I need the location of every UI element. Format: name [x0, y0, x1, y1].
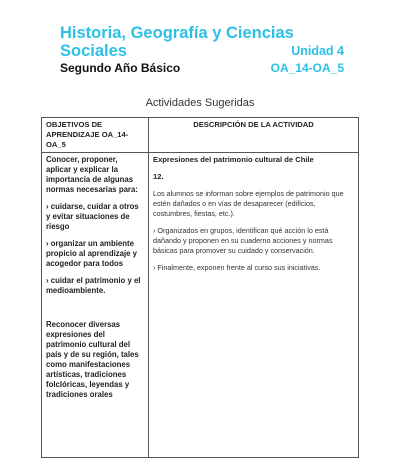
activities-table [41, 117, 359, 458]
table-row [42, 153, 359, 458]
activity-title: Expresiones del patrimonio cultural de Chile [153, 155, 314, 164]
unit-label: Unidad 4 [291, 44, 344, 58]
table-header-row [42, 118, 359, 153]
objective-item: Reconocer diversas expresiones del patrimonio cultural del país y de su región, tales como manifestaciones artísticas, tradiciones folclóricas, leyendas y tradiciones orales [46, 320, 139, 399]
objective-item: › cuidarse, cuidar a otros y evitar situaciones de riesgo [46, 202, 139, 231]
objective-intro: Conocer, proponer, aplicar y explicar la importancia de algunas normas necesarias para: [46, 155, 138, 194]
objective-item: › organizar un ambiente propicio al aprendizaje y acogedor para todos [46, 239, 137, 268]
grade-label: Segundo Año Básico [60, 61, 181, 75]
activity-paragraph: › Finalmente, exponen frente al curso sus iniciativas. [153, 263, 321, 272]
activity-number: 12. [153, 172, 164, 181]
oa-code-label: OA_14-OA_5 [270, 61, 344, 75]
description-column-header: DESCRIPCIÓN DE LA ACTIVIDAD [149, 118, 359, 153]
activity-paragraph: › Organizados en grupos, identifican qué acción lo está dañando y proponen en su cuaderno acciones y normas básicas para promover su cuidado y conservación. [153, 226, 333, 255]
objectives-column-header: OBJETIVOS DE APRENDIZAJE OA_14-OA_5 [42, 118, 149, 153]
activity-paragraph: Los alumnos se informan sobre ejemplos de patrimonio que estén dañados o en vías de desaparecer (edificios, costumbres, fiestas, etc.). [153, 189, 344, 218]
subject-title: Historia, Geografía y Ciencias Sociales [60, 24, 294, 60]
objective-item: › cuidar el patrimonio y el medioambiente. [46, 276, 141, 295]
description-cell [149, 153, 359, 458]
objectives-cell [42, 153, 149, 458]
section-title: Actividades Sugeridas [145, 97, 255, 109]
